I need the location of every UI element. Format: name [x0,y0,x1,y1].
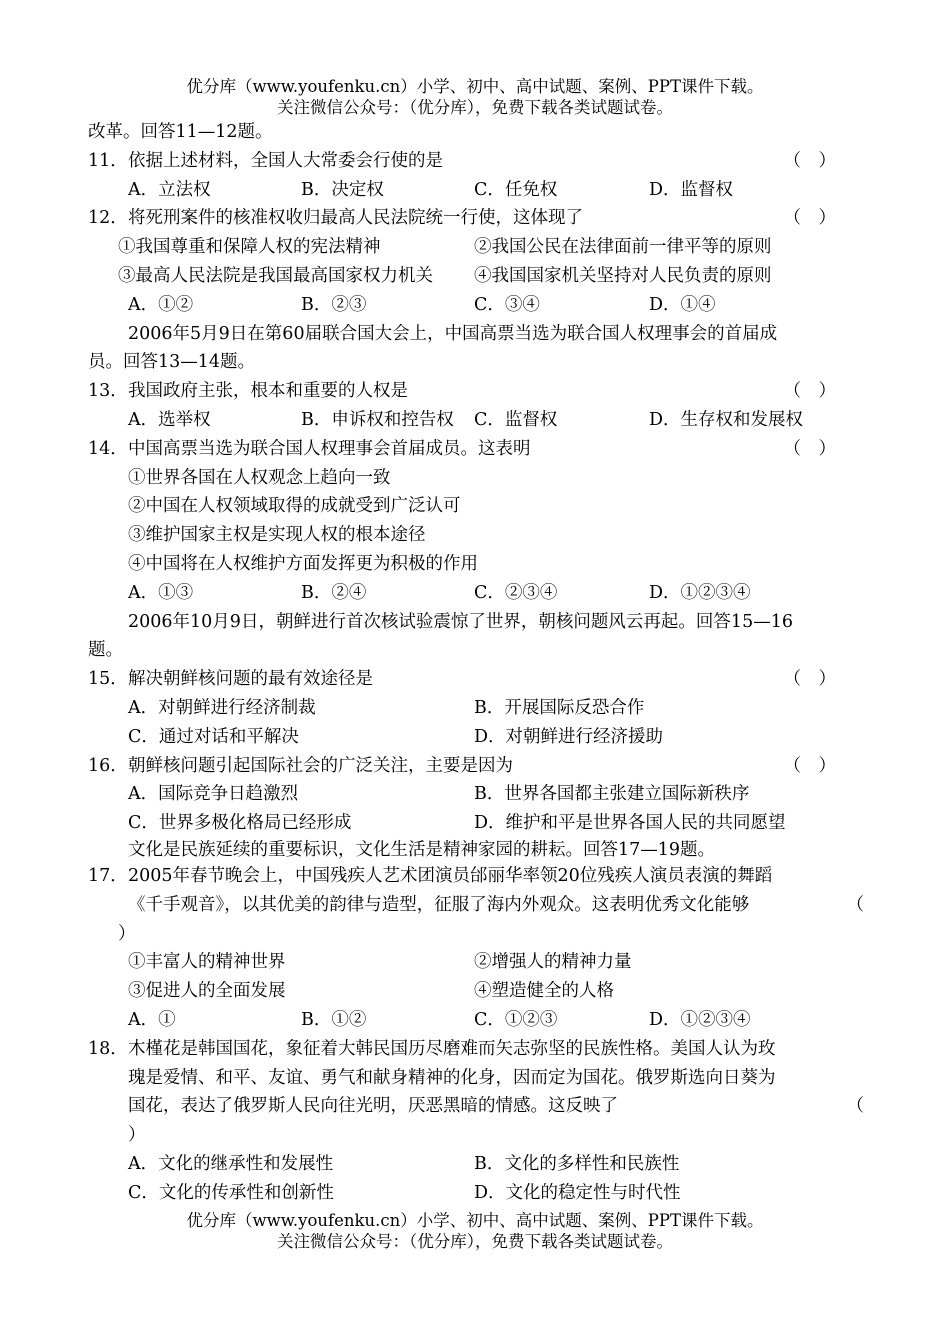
q17-statements-1 [88,948,864,977]
q13-options [88,406,864,435]
answer-bracket-close[interactable]: ） [118,923,136,944]
option-a[interactable]: A．① [128,1009,176,1030]
option-c[interactable]: C．①②③ [474,1009,558,1030]
statement-3: ③促进人的全面发展 [128,981,286,1002]
intro-c-line-1: 2006年10月9日，朝鲜进行首次核试验震惊了世界，朝核问题风云再起。回答15—16 [128,611,793,632]
option-b[interactable]: B．②④ [301,582,367,603]
question-number: 11． [88,150,128,171]
option-c[interactable]: C．任免权 [474,179,558,200]
intro-b-line-1: 2006年5月9日在第60届联合国大会上，中国高票当选为联合国人权理事会的首届成 [128,323,778,344]
question-12 [88,204,864,233]
answer-bracket[interactable]: （ ） [783,208,836,229]
question-18-line-3 [88,1092,864,1121]
footer-line-1: 优分库（www.youfenku.cn）小学、初中、高中试题、案例、PPT课件下载。 [186,1211,764,1230]
statement-1: ①我国尊重和保障人权的宪法精神 [118,237,381,258]
question-13 [88,377,864,406]
statement-2: ②中国在人权领域取得的成就受到广泛认可 [128,496,461,517]
answer-bracket-close[interactable]: ） [128,1125,146,1146]
option-c[interactable]: C．监督权 [474,409,558,430]
q12-statements-1 [88,233,864,262]
question-text-3: 国花，表达了俄罗斯人民向往光明，厌恶黑暗的情感。这反映了 [128,1096,618,1117]
question-17-line-1 [88,862,864,891]
header-line-1: 优分库（www.youfenku.cn）小学、初中、高中试题、案例、PPT课件下载。 [186,77,764,96]
q11-options [88,176,864,205]
question-11 [88,147,864,176]
q12-statements-2 [88,262,864,291]
option-a[interactable]: A．对朝鲜进行经济制裁 [128,697,316,718]
question-18-line-2: 瑰是爱情、和平、友谊、勇气和献身精神的化身，因而定为国花。俄罗斯选向日葵为 [128,1067,776,1088]
q16-options-2 [88,809,864,838]
question-number: 13． [88,381,128,402]
q14-options [88,579,864,608]
option-b[interactable]: B．开展国际反恐合作 [474,697,645,718]
q12-options [88,291,864,320]
question-text-2: 《千手观音》，以其优美的韵律与造型，征服了海内外观众。这表明优秀文化能够 [128,894,750,915]
option-b[interactable]: B．文化的多样性和民族性 [474,1153,680,1174]
option-b[interactable]: B．世界各国都主张建立国际新秩序 [474,784,750,805]
question-16 [88,752,864,781]
option-a[interactable]: A．国际竞争日趋激烈 [128,784,299,805]
question-number: 17． [88,865,128,886]
answer-bracket[interactable]: （ ） [783,755,836,776]
option-a[interactable]: A．①② [128,294,194,315]
q17-options [88,1006,864,1035]
question-number: 16． [88,755,128,776]
option-d[interactable]: D．①②③④ [649,582,751,603]
header-line-2: 关注微信公众号：（优分库），免费下载各类试题试卷。 [277,98,673,117]
question-17-line-2 [88,891,864,920]
q18-options-1 [88,1150,864,1179]
question-number: 18． [88,1038,128,1059]
option-d[interactable]: D．维护和平是世界各国人民的共同愿望 [474,813,786,834]
question-number: 14． [88,438,128,459]
option-d[interactable]: D．①④ [649,294,716,315]
option-b[interactable]: B．①② [301,1009,367,1030]
page-footer [0,1210,950,1252]
question-text: 解决朝鲜核问题的最有效途径是 [128,669,373,690]
statement-4: ④我国国家机关坚持对人民负责的原则 [474,265,772,286]
answer-bracket[interactable]: （ ） [783,381,836,402]
footer-line-2: 关注微信公众号：（优分库），免费下载各类试题试卷。 [277,1232,673,1251]
option-d[interactable]: D．文化的稳定性与时代性 [474,1182,681,1203]
exam-content [88,118,864,1207]
option-a[interactable]: A．立法权 [128,179,211,200]
question-text: 中国高票当选为联合国人权理事会首届成员。这表明 [128,438,531,459]
question-text: 朝鲜核问题引起国际社会的广泛关注，主要是因为 [128,755,513,776]
question-15 [88,665,864,694]
page-header [0,76,950,118]
question-number: 15． [88,669,128,690]
option-b[interactable]: B．②③ [301,294,367,315]
option-c[interactable]: C．世界多极化格局已经形成 [128,813,352,834]
answer-bracket-open[interactable]: （ [846,1096,864,1117]
question-text-1: 木槿花是韩国国花，象征着大韩民国历尽磨难而矢志弥坚的民族性格。美国人认为玫 [128,1038,776,1059]
intro-c-line-2: 题。 [88,640,123,661]
option-c[interactable]: C．通过对话和平解决 [128,726,299,747]
option-d[interactable]: D．对朝鲜进行经济援助 [474,726,664,747]
option-b[interactable]: B．决定权 [301,179,384,200]
statement-2: ②我国公民在法律面前一律平等的原则 [474,237,772,258]
question-number: 12． [88,208,128,229]
q17-statements-2 [88,977,864,1006]
intro-b-line-2: 员。回答13—14题。 [88,352,256,373]
question-14 [88,435,864,464]
option-d[interactable]: D．生存权和发展权 [649,409,804,430]
option-d[interactable]: D．监督权 [649,179,734,200]
answer-bracket[interactable]: （ ） [783,669,836,690]
option-a[interactable]: A．文化的继承性和发展性 [128,1153,334,1174]
q15-options-1 [88,694,864,723]
statement-1: ①丰富人的精神世界 [128,952,286,973]
option-d[interactable]: D．①②③④ [649,1009,751,1030]
statement-2: ②增强人的精神力量 [474,952,632,973]
intro-a: 改革。回答11—12题。 [88,122,273,142]
answer-bracket[interactable]: （ ） [783,438,836,459]
answer-bracket-open[interactable]: （ [846,894,864,915]
statement-4: ④塑造健全的人格 [474,981,614,1002]
statement-1: ①世界各国在人权观念上趋向一致 [128,467,391,488]
option-a[interactable]: A．①③ [128,582,194,603]
option-c[interactable]: C．③④ [474,294,540,315]
option-b[interactable]: B．申诉权和控告权 [301,409,454,430]
statement-3: ③最高人民法院是我国最高国家权力机关 [118,265,433,286]
option-a[interactable]: A．选举权 [128,409,211,430]
question-18-line-1 [88,1035,864,1064]
q16-options-1 [88,780,864,809]
q18-options-2 [88,1179,864,1208]
question-text: 将死刑案件的核准权收归最高人民法院统一行使，这体现了 [128,208,583,229]
q15-options-2 [88,723,864,752]
option-c[interactable]: C．文化的传承性和创新性 [128,1182,334,1203]
intro-d: 文化是民族延续的重要标识，文化生活是精神家园的耕耘。回答17—19题。 [128,839,716,860]
question-text-1: 2005年春节晚会上，中国残疾人艺术团演员邰丽华率领20位残疾人演员表演的舞蹈 [128,865,773,886]
statement-3: ③维护国家主权是实现人权的根本途径 [128,525,426,546]
option-c[interactable]: C．②③④ [474,582,558,603]
question-text: 我国政府主张，根本和重要的人权是 [128,381,408,402]
answer-bracket[interactable]: （ ） [783,150,836,171]
question-text: 依据上述材料，全国人大常委会行使的是 [128,150,443,171]
statement-4: ④中国将在人权维护方面发挥更为积极的作用 [128,553,478,574]
